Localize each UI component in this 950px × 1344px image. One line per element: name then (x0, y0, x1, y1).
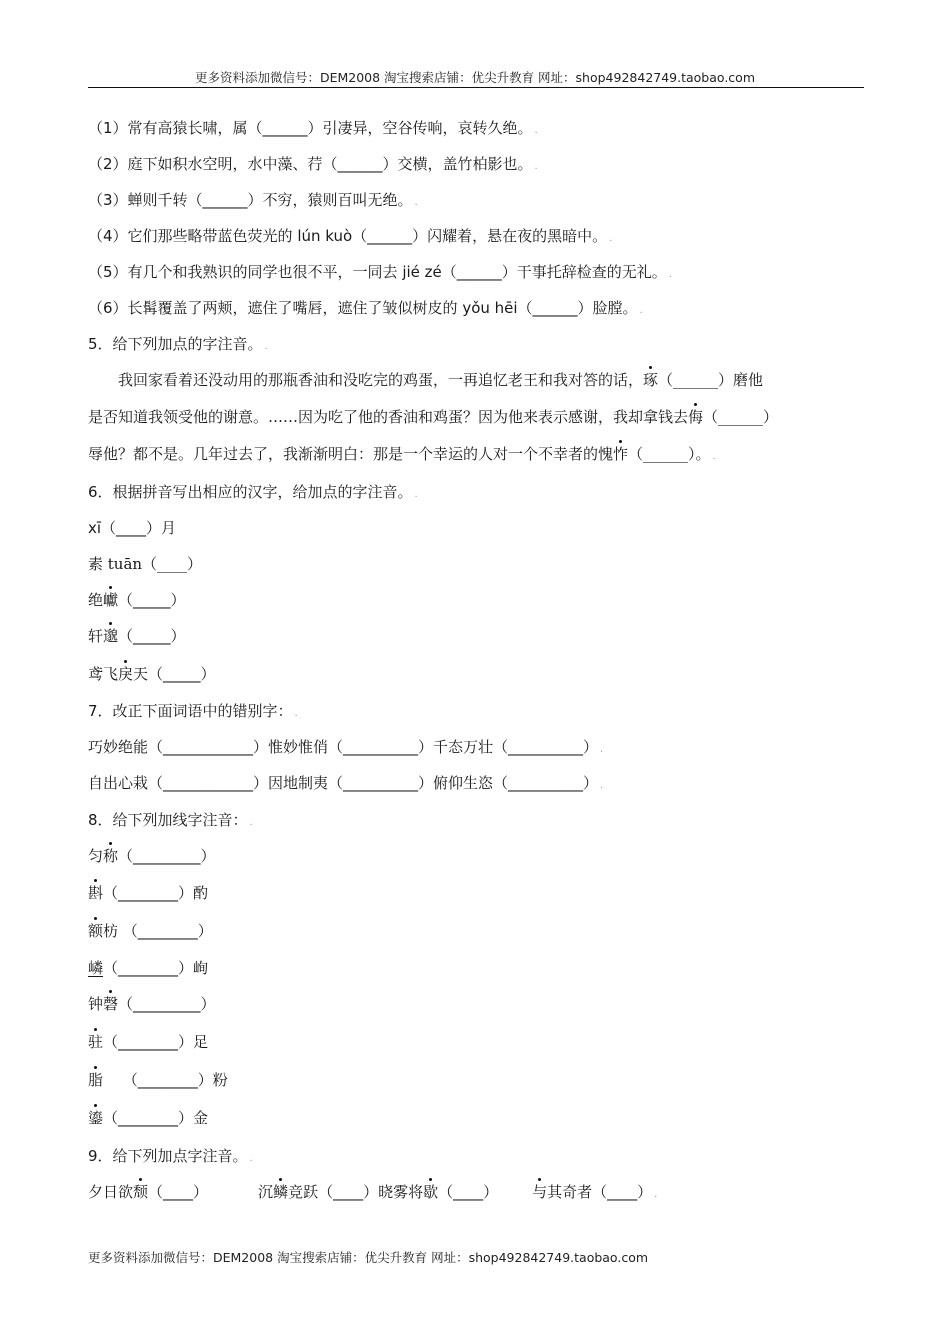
q4-item-2-text: （2）庭下如积水空明，水中藻、荇（______）交横，盖竹柏影也。 (88, 155, 533, 173)
q7-title: 7．改正下面词语中的错别字： . (88, 702, 298, 720)
q5-p1-dotted-char: 琢 (643, 371, 659, 389)
q8-item-3 (88, 921, 213, 941)
q5-p3-text: 辱他？都不是。几年过去了，我渐渐明白：那是一个幸运的人对一个不幸者的愧 (88, 445, 614, 463)
q8-item-7 (88, 1070, 228, 1090)
q7-row-2-word-3: 俯仰生恣（__________） (433, 774, 599, 792)
q9-item-2-post: 竞跃（____） (288, 1183, 379, 1201)
q8-item-8-post: （________）金 (103, 1109, 209, 1127)
q4-item-5-text: （5）有几个和我熟识的同学也很不平，一同去 jié zé（______）干事托辞检查的无礼。 (88, 263, 667, 281)
q4-item-1-text: （1）常有高猿长啸，属（______）引凄异，空谷传响，哀转久绝。 (88, 119, 533, 137)
q8-item-8-key: 鎏 (88, 1109, 104, 1127)
q5-title: 5．给下列加点的字注音。 . (88, 335, 268, 353)
q8-item-7-key: 脂 (88, 1071, 104, 1089)
q9-title-text: 9．给下列加点字注音。 (88, 1147, 248, 1165)
q6-item-4-pre: 轩 (88, 627, 104, 645)
q8-item-5-post: （_________） (118, 995, 216, 1013)
q9-row: 夕日欲颓（____） 沉鳞竞跃（____）晓雾将歇（____） 与其奇者（____） . (88, 1183, 658, 1201)
q9-item-4-key: 与 (532, 1183, 548, 1201)
q4-item-3: （3）蝉则千转（______）不穷，猿则百叫无绝。 . (88, 191, 418, 209)
q9-item-1-key: 颓 (133, 1183, 149, 1201)
q9-item-3-post: （____） (438, 1183, 499, 1201)
q8-item-8 (88, 1108, 208, 1128)
q4-item-3-text: （3）蝉则千转（______）不穷，猿则百叫无绝。 (88, 191, 413, 209)
q8-item-2 (88, 883, 208, 903)
q6-item-3-blank: （_____） (118, 591, 186, 609)
q9-item-4-post: 其奇者（____） (547, 1183, 653, 1201)
q7-row-1-word-2: 惟妙惟俏（__________） (268, 738, 434, 756)
q6-item-4-blank: （_____） (118, 627, 186, 645)
q6-item-5-dotted-char: 戾 (118, 665, 134, 683)
page-header: 更多资料添加微信号：DEM2008 淘宝搜索店铺：优尖升教育 网址：shop492842749.taobao.com (194, 70, 756, 85)
q5-paragraph-line-2 (88, 407, 778, 427)
q5-paragraph-line-3: 辱他？都不是。几年过去了，我渐渐明白：那是一个幸运的人对一个不幸者的愧怍（______）。 . (88, 445, 716, 463)
q6-title-text: 6．根据拼音写出相应的汉字，给加点的字注音。 (88, 483, 413, 501)
q8-item-3-key: 额 (88, 922, 104, 940)
q8-title-text: 8．给下列加线字注音： (88, 811, 248, 829)
q8-item-6-key: 驻 (88, 1033, 104, 1051)
q9-item-3-pre: 晓雾将 (378, 1183, 424, 1201)
q6-item-3-pre: 绝 (88, 591, 104, 609)
q8-item-3-post: 枋 （________） (103, 922, 213, 940)
q8-item-2-post: （________）酌 (103, 884, 209, 902)
q6-title: 6．根据拼音写出相应的汉字，给加点的字注音。 . (88, 483, 418, 501)
q4-item-4: （4）它们那些略带蓝色荧光的 lún kuò（______）闪耀着，悬在夜的黑暗中。 . (88, 227, 613, 245)
q6-item-2-text: 素 tuān（____） (88, 555, 203, 573)
q5-title-text: 5．给下列加点的字注音。 (88, 335, 263, 353)
q7-row-2: 自出心栽（____________）因地制夷（__________）俯仰生恣（__________） . (88, 774, 604, 792)
q5-p1-text: 我回家看着还没动用的那瓶香油和没吃完的鸡蛋，一再追忆老王和我对答的话， (88, 371, 644, 389)
q9-item-2-key: 鳞 (273, 1183, 289, 1201)
q6-item-5-pre: 鸢飞 (88, 665, 119, 683)
q5-p3-dotted-char: 怍 (613, 445, 629, 463)
q6-item-4 (88, 626, 186, 646)
q7-row-1-word-3: 千态万壮（__________） (433, 738, 599, 756)
q8-item-2-key: 斟 (88, 884, 104, 902)
q4-item-6: （6）长髯覆盖了两颊，遮住了嘴唇，遮住了皱似树皮的 yǒu hēi（______）脸膛。 . (88, 299, 643, 317)
q6-item-5 (88, 664, 216, 684)
q9-item-3 (378, 1183, 498, 1201)
q8-item-7-post: （________）粉 (103, 1071, 228, 1089)
q8-item-4-post: （________）峋 (103, 959, 209, 977)
q7-row-2-word-2: 因地制夷（__________） (268, 774, 434, 792)
q9-item-2-pre: 沉 (258, 1183, 274, 1201)
q8-item-4-key: 嶙 (88, 959, 104, 977)
q5-p2-dotted-char: 侮 (688, 408, 704, 426)
q8-item-5 (88, 994, 216, 1014)
q6-item-2 (88, 554, 202, 574)
q7-row-1: 巧妙绝能（____________）惟妙惟俏（__________）千态万壮（__________） . (88, 738, 604, 756)
q9-item-2 (258, 1183, 378, 1201)
q5-p3-blank: （______）。 (628, 445, 711, 463)
q7-title-text: 7．改正下面词语中的错别字： (88, 702, 293, 720)
q8-item-5-pre: 钟 (88, 995, 104, 1013)
q5-p1-blank: （______）磨他 (658, 371, 764, 389)
q8-title: 8．给下列加线字注音： . (88, 811, 253, 829)
q4-item-6-text: （6）长髯覆盖了两颊，遮住了嘴唇，遮住了皱似树皮的 yǒu hēi（______）脸膛。 (88, 299, 638, 317)
q8-item-1 (88, 846, 216, 866)
q9-item-3-key: 歇 (423, 1183, 439, 1201)
q9-item-4 (532, 1183, 652, 1201)
q9-item-1 (88, 1183, 208, 1201)
q8-item-4 (88, 958, 208, 978)
q6-item-4-dotted-char: 邈 (103, 627, 119, 645)
q4-item-2: （2）庭下如积水空明，水中藻、荇（______）交横，盖竹柏影也。 . (88, 155, 538, 173)
q9-item-1-post: （____） (148, 1183, 209, 1201)
q8-item-1-pre: 匀 (88, 847, 104, 865)
page-footer: 更多资料添加微信号：DEM2008 淘宝搜索店铺：优尖升教育 网址：shop492842749.taobao.com (88, 1250, 649, 1265)
q8-item-1-key: 称 (103, 847, 119, 865)
q6-item-5-blank: 天（_____） (133, 665, 216, 683)
q9-title: 9．给下列加点字注音。 . (88, 1147, 253, 1165)
q4-item-1: （1）常有高猿长啸，属（______）引凄异，空谷传响，哀转久绝。 . (88, 119, 538, 137)
q4-item-5: （5）有几个和我熟识的同学也很不平，一同去 jié zé（______）干事托辞检查的无礼。 . (88, 263, 672, 281)
q5-p2-text: 是否知道我领受他的谢意。……因为吃了他的香油和鸡蛋？因为他来表示感谢，我却拿钱去 (88, 408, 689, 426)
q6-item-3 (88, 590, 186, 610)
q6-item-3-dotted-char: 巘 (103, 591, 119, 609)
q8-item-6 (88, 1032, 208, 1052)
q4-item-4-text: （4）它们那些略带蓝色荧光的 lún kuò（______）闪耀着，悬在夜的黑暗中。 (88, 227, 608, 245)
q7-row-1-word-1: 巧妙绝能（____________） (88, 738, 269, 756)
q8-item-6-post: （________）足 (103, 1033, 209, 1051)
q5-p2-blank: （______） (703, 408, 779, 426)
q8-item-5-key: 磬 (103, 995, 119, 1013)
q6-item-1-text: xī（____）月 (88, 519, 177, 537)
q5-paragraph-line-1 (88, 370, 763, 390)
q9-item-1-pre: 夕日欲 (88, 1183, 134, 1201)
q8-item-1-post: （_________） (118, 847, 216, 865)
q6-item-1 (88, 518, 176, 538)
header-rule (88, 87, 864, 88)
q7-row-2-word-1: 自出心栽（____________） (88, 774, 269, 792)
